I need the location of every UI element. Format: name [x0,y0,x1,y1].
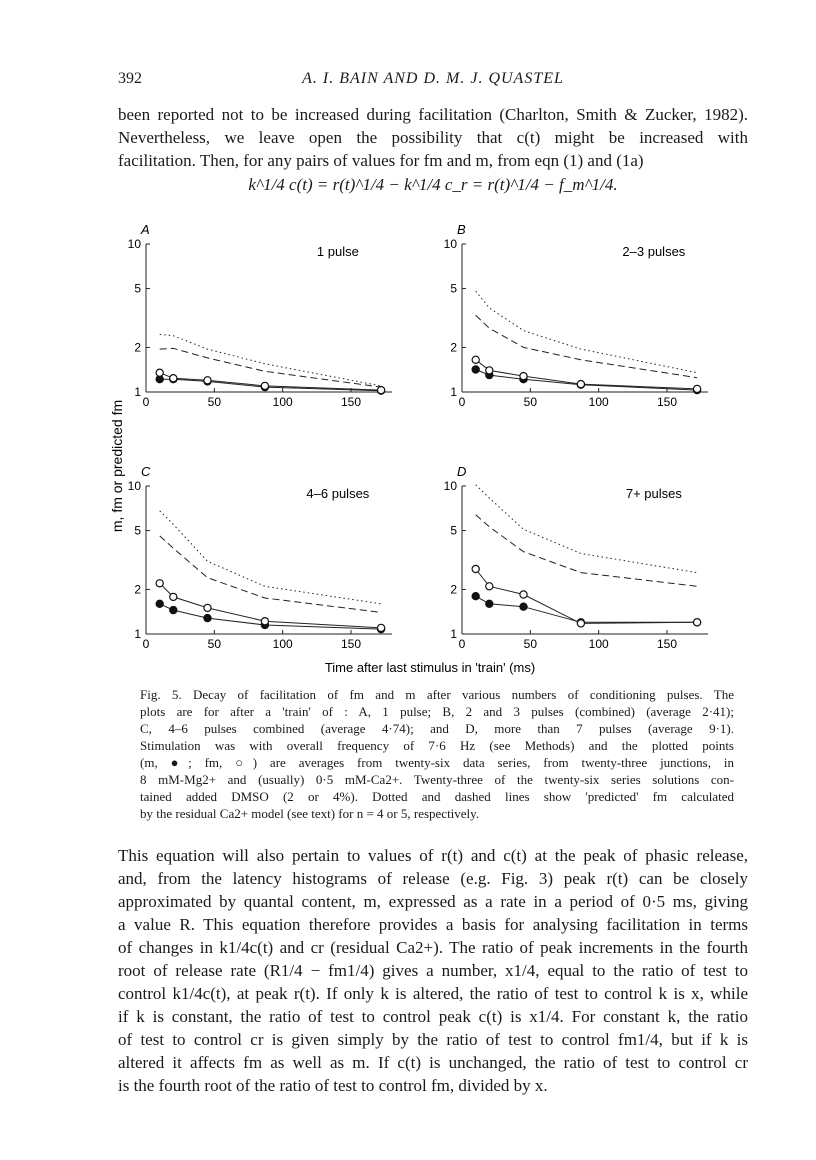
fm-data-point [156,369,163,376]
panel-letter: A [141,222,150,237]
panel-letter: C [141,464,151,479]
x-tick-label: 50 [207,637,222,651]
y-tick-label: 1 [450,627,457,641]
body-line: and, from the latency histograms of release (e.g. Fig. 3) peak r(t) can be closely [118,869,748,888]
y-tick-label: 5 [134,281,141,296]
body-line: of changes in k1/4c(t) and cr (residual Ca2+). The ratio of peak increments in the fourth [118,938,748,957]
y-tick-label: 10 [127,479,141,493]
body-line: is the fourth root of the ratio of test to control fm, divided by x. [118,1076,548,1095]
fm-data-point [694,385,701,392]
caption-line: by the residual Ca2+ model (see text) for n = 4 or 5, respectively. [140,806,480,821]
figure-5 [100,218,716,678]
panel-title: 7+ pulses [625,486,682,501]
panel-a [128,222,392,409]
figure-caption [140,686,734,822]
fm-data-point [261,618,268,625]
fm-series-line [160,583,381,628]
y-tick-label: 10 [443,237,457,251]
x-tick-label: 0 [458,395,466,409]
fm-data-point [694,619,701,626]
x-tick-label: 150 [340,637,362,651]
caption-line: Stimulation was with overall frequency of 7·6 Hz (see Methods) and the plotted points [140,738,734,753]
page-header [118,70,748,94]
predicted-dotted-line [160,334,381,386]
panel-d [444,464,708,651]
m-data-point [156,600,163,607]
body-line: a value R. This equation therefore provides a basis for analysing facilitation in terms [118,915,748,934]
page-number: 392 [118,70,142,87]
y-tick-label: 2 [134,582,141,597]
x-tick-label: 100 [272,395,293,409]
body-line: This equation will also pertain to values of r(t) and c(t) at the peak of phasic release, [118,846,748,865]
fm-data-point [156,580,163,587]
x-tick-label: 150 [656,395,678,409]
panel-title: 4–6 pulses [306,486,370,501]
predicted-dashed-line [476,515,697,587]
fm-data-point [472,565,479,572]
body-line: approximated by quantal content, m, expressed as a rate in a period of 0·5 ms, giving [118,892,748,911]
caption-line: plots are for after a 'train' of : A, 1 pulse; B, 2 and 3 pulses (combined) (average 2·41); [140,704,734,719]
panel-letter: B [457,222,466,237]
m-data-point [204,615,211,622]
x-tick-label: 50 [523,637,538,651]
m-data-point [520,603,527,610]
panel-title: 1 pulse [316,244,359,259]
fm-data-point [204,604,211,611]
caption-line: 8 mM-Mg2+ and (usually) 0·5 mM-Ca2+. Twenty-three of the twenty-six series solutions con- [140,772,734,787]
fm-data-point [520,373,527,380]
running-head-authors: A. I. BAIN AND D. M. J. QUASTEL [302,70,564,87]
fm-data-point [261,382,268,389]
intro-line: been reported not to be increased during facilitation (Charlton, Smith & Zucker, 1982). [118,105,748,124]
intro-line: Nevertheless, we leave open the possibility that c(t) might be increased with [118,128,748,147]
x-tick-label: 150 [340,395,362,409]
m-series-line [160,604,381,629]
x-tick-label: 0 [142,395,150,409]
body-line: altered it affects fm as well as m. If c(t) is unchanged, the ratio of test to control cr [118,1053,748,1072]
body-paragraph [118,844,748,1097]
fm-data-point [520,591,527,598]
equation: k^1/4 c(t) = r(t)^1/4 − k^1/4 c_r = r(t)^1/4 − f_m^1/4. [248,175,618,194]
y-tick-label: 1 [134,627,141,641]
m-data-point [486,600,493,607]
y-tick-label: 2 [450,582,457,597]
fm-data-point [204,377,211,384]
fm-data-point [577,620,584,627]
caption-line: tained added DMSO (2 or 4%). Dotted and dashed lines show 'predicted' fm calculated [140,789,734,804]
panel-c [128,464,392,651]
fm-series-line [476,360,697,389]
shared-y-axis-label: m, fm or predicted fm [109,399,125,533]
y-tick-label: 5 [134,523,141,538]
intro-line: facilitation. Then, for any pairs of values for fm and m, from eqn (1) and (1a) [118,151,644,170]
x-tick-label: 100 [588,637,609,651]
x-tick-label: 50 [523,395,538,409]
y-tick-label: 1 [450,385,457,399]
fm-data-point [486,367,493,374]
fm-data-point [378,387,385,394]
x-tick-label: 100 [588,395,609,409]
fm-data-point [472,356,479,363]
fm-data-point [170,593,177,600]
caption-line: Fig. 5. Decay of facilitation of fm and m after various numbers of conditioning pulses. The [140,687,734,702]
body-line: of test to control cr is given simply by the ratio of test to control fm1/4, but if k is [118,1030,748,1049]
x-tick-label: 0 [142,637,150,651]
caption-line: (m, ●; fm, ○) are averages from twenty-six data series, from twenty-three junctions, in [140,755,734,770]
y-tick-label: 10 [127,237,141,251]
m-data-point [472,593,479,600]
predicted-dotted-line [160,511,381,604]
m-data-point [170,607,177,614]
fm-data-point [486,583,493,590]
y-tick-label: 10 [443,479,457,493]
fm-data-point [577,381,584,388]
shared-x-axis-label: Time after last stimulus in 'train' (ms) [324,660,536,675]
fm-series-line [476,569,697,623]
panel-title: 2–3 pulses [622,244,686,259]
body-line: if k is constant, the ratio of test to control peak c(t) is x1/4. For constant k, the ratio [118,1007,748,1026]
m-data-point [472,366,479,373]
body-line: control k1/4c(t), at peak r(t). If only k is altered, the ratio of test to control k is x, while [118,984,748,1003]
fm-data-point [170,375,177,382]
predicted-dashed-line [160,536,381,613]
x-tick-label: 50 [207,395,222,409]
body-line: root of release rate (R1/4 − fm1/4) gives a number, x1/4, equal to the ratio of test to [118,961,748,980]
y-tick-label: 5 [450,281,457,296]
x-tick-label: 0 [458,637,466,651]
x-tick-label: 100 [272,637,293,651]
y-tick-label: 1 [134,385,141,399]
y-tick-label: 2 [450,340,457,355]
caption-line: C, 4–6 pulses combined (average 4·74); and D, more than 7 pulses (average 9·1). [140,721,734,736]
y-tick-label: 5 [450,523,457,538]
fm-data-point [378,624,385,631]
predicted-dashed-line [160,348,381,387]
panel-letter: D [457,464,467,479]
x-tick-label: 150 [656,637,678,651]
intro-paragraph [118,103,748,172]
y-tick-label: 2 [134,340,141,355]
m-series-line [476,596,697,622]
panel-b [444,222,708,409]
predicted-dashed-line [476,315,697,377]
